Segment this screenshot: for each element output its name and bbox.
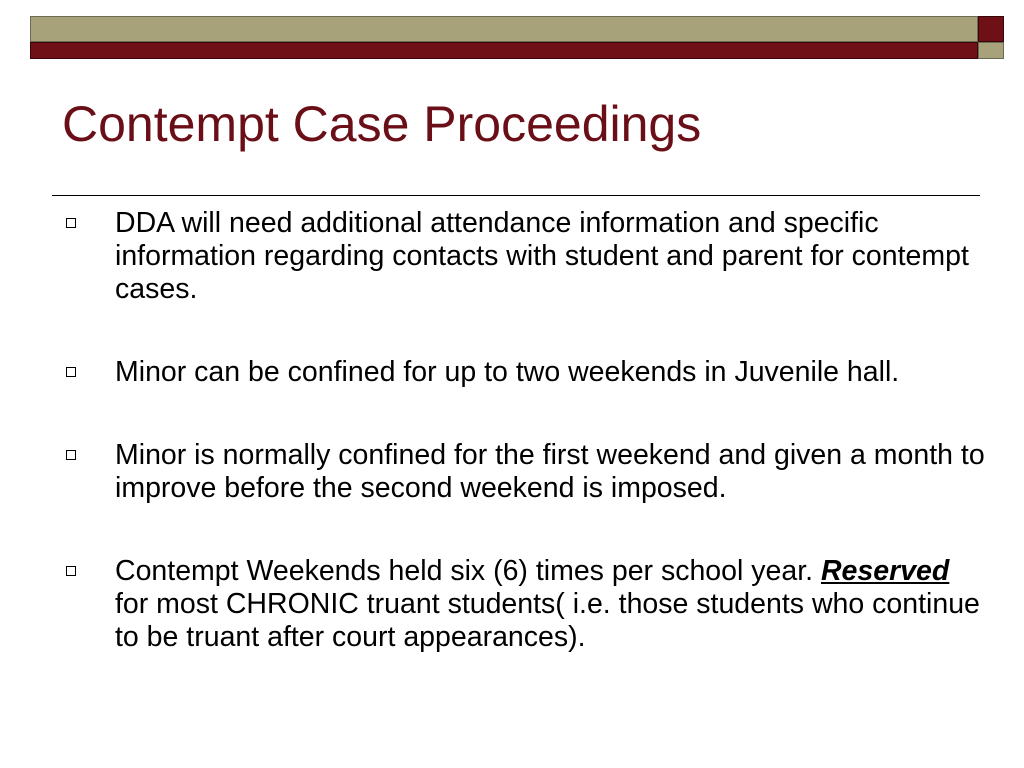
bullet-text-after: for most CHRONIC truant students( i.e. those students who continue to be truant after court appearances).: [115, 588, 980, 653]
bullet-list: [66, 207, 986, 654]
bullet-item: [66, 439, 986, 505]
hollow-square-bullet-icon: [66, 367, 76, 377]
hollow-square-bullet-icon: [66, 218, 76, 228]
header-corner-maroon: [978, 16, 1004, 42]
bullet-item: [66, 207, 986, 306]
header-band-olive: [30, 16, 978, 42]
bullet-item: [66, 356, 986, 389]
hollow-square-bullet-icon: [66, 566, 76, 576]
title-divider: [52, 195, 980, 196]
header-corner-olive: [978, 42, 1004, 59]
bullet-text: Minor can be confined for up to two weekends in Juvenile hall.: [115, 356, 900, 388]
slide-title: Contempt Case Proceedings: [62, 96, 702, 152]
bullet-text: Minor is normally confined for the first weekend and given a month to improve before the second weekend is imposed.: [115, 439, 985, 504]
bullet-text-before: Contempt Weekends held six (6) times per school year.: [115, 555, 821, 587]
bullet-text: DDA will need additional attendance information and specific information regarding contacts with student and parent for contempt cases.: [115, 207, 969, 305]
bullet-item: [66, 555, 986, 654]
bullet-emphasis-reserved: Reserved: [820, 555, 950, 587]
header-band-maroon: [30, 42, 978, 59]
hollow-square-bullet-icon: [66, 450, 76, 460]
